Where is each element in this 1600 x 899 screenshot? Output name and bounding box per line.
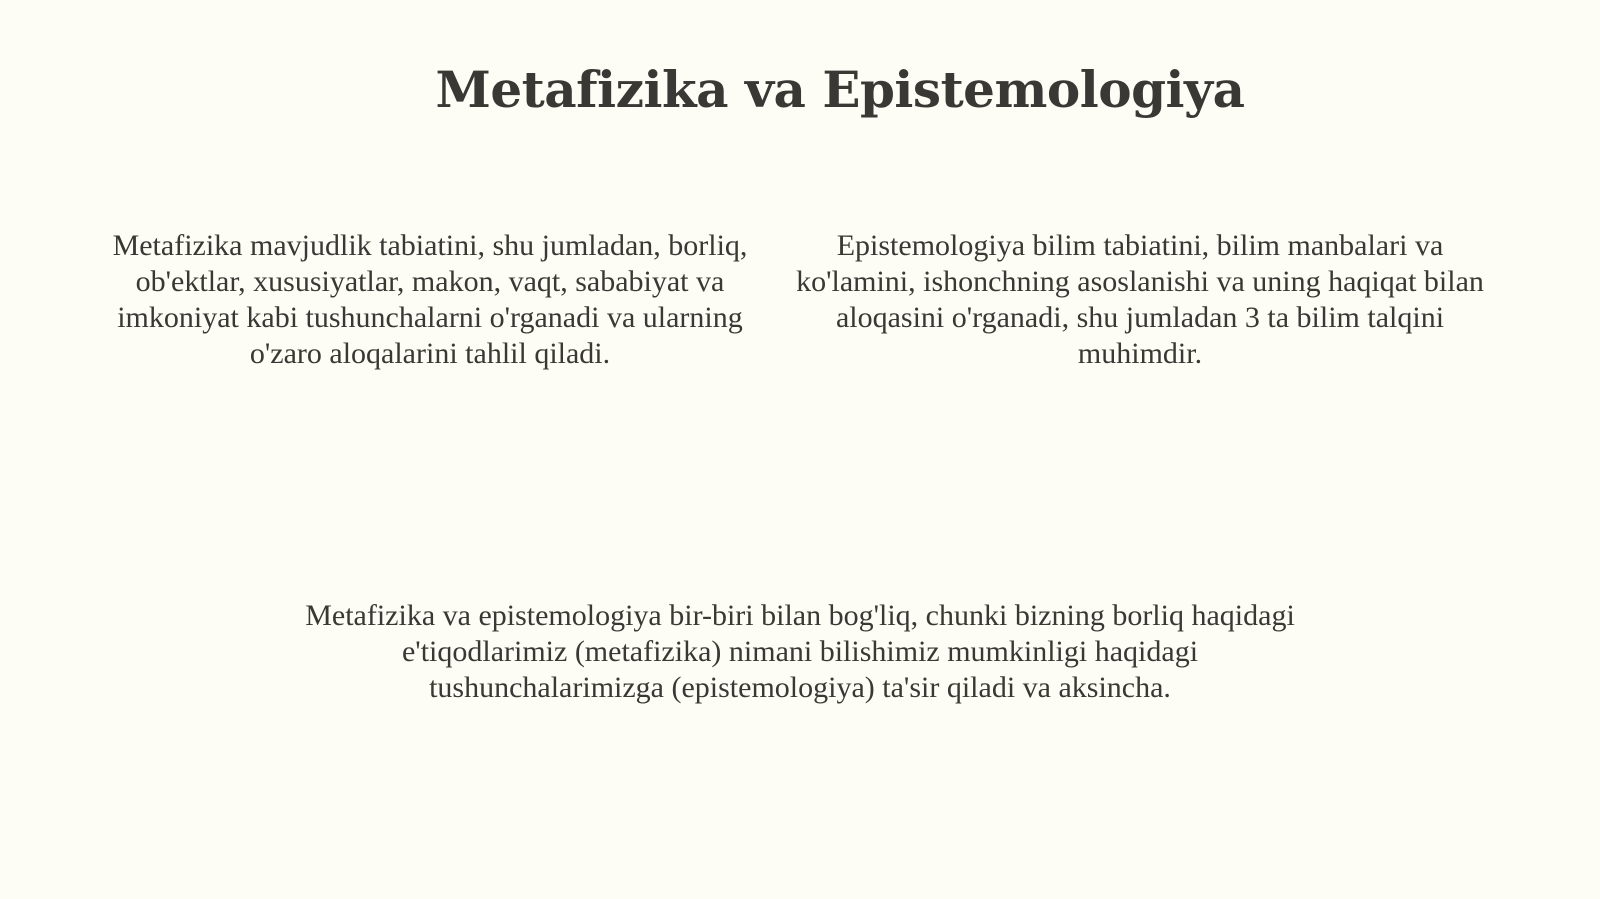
metaphysics-paragraph: Metafizika mavjudlik tabiatini, shu jumladan, borliq, ob'ektlar, xususiyatlar, makon, vaqt, sababiyat va imkoniyat kabi tushunchalarni o'rganadi va ularning o'zaro aloqalarini tahlil qiladi. <box>112 229 748 370</box>
connection-paragraph: Metafizika va epistemologiya bir-biri bilan bog'liq, chunki bizning borliq haqidagi e'tiqodlarimiz (metafizika) nimani bilishimiz mumkinligi haqidagi tushunchalarimizga (epistemologiya) ta'sir qiladi va aksincha. <box>305 599 1295 704</box>
epistemology-paragraph: Epistemologiya bilim tabiatini, bilim manbalari va ko'lamini, ishonchning asoslanishi va uning haqiqat bilan aloqasini o'rganadi, shu jumladan 3 ta bilim talqini muhimdir. <box>796 229 1484 370</box>
slide-title: Metafizika va Epistemologiya <box>435 60 1245 119</box>
